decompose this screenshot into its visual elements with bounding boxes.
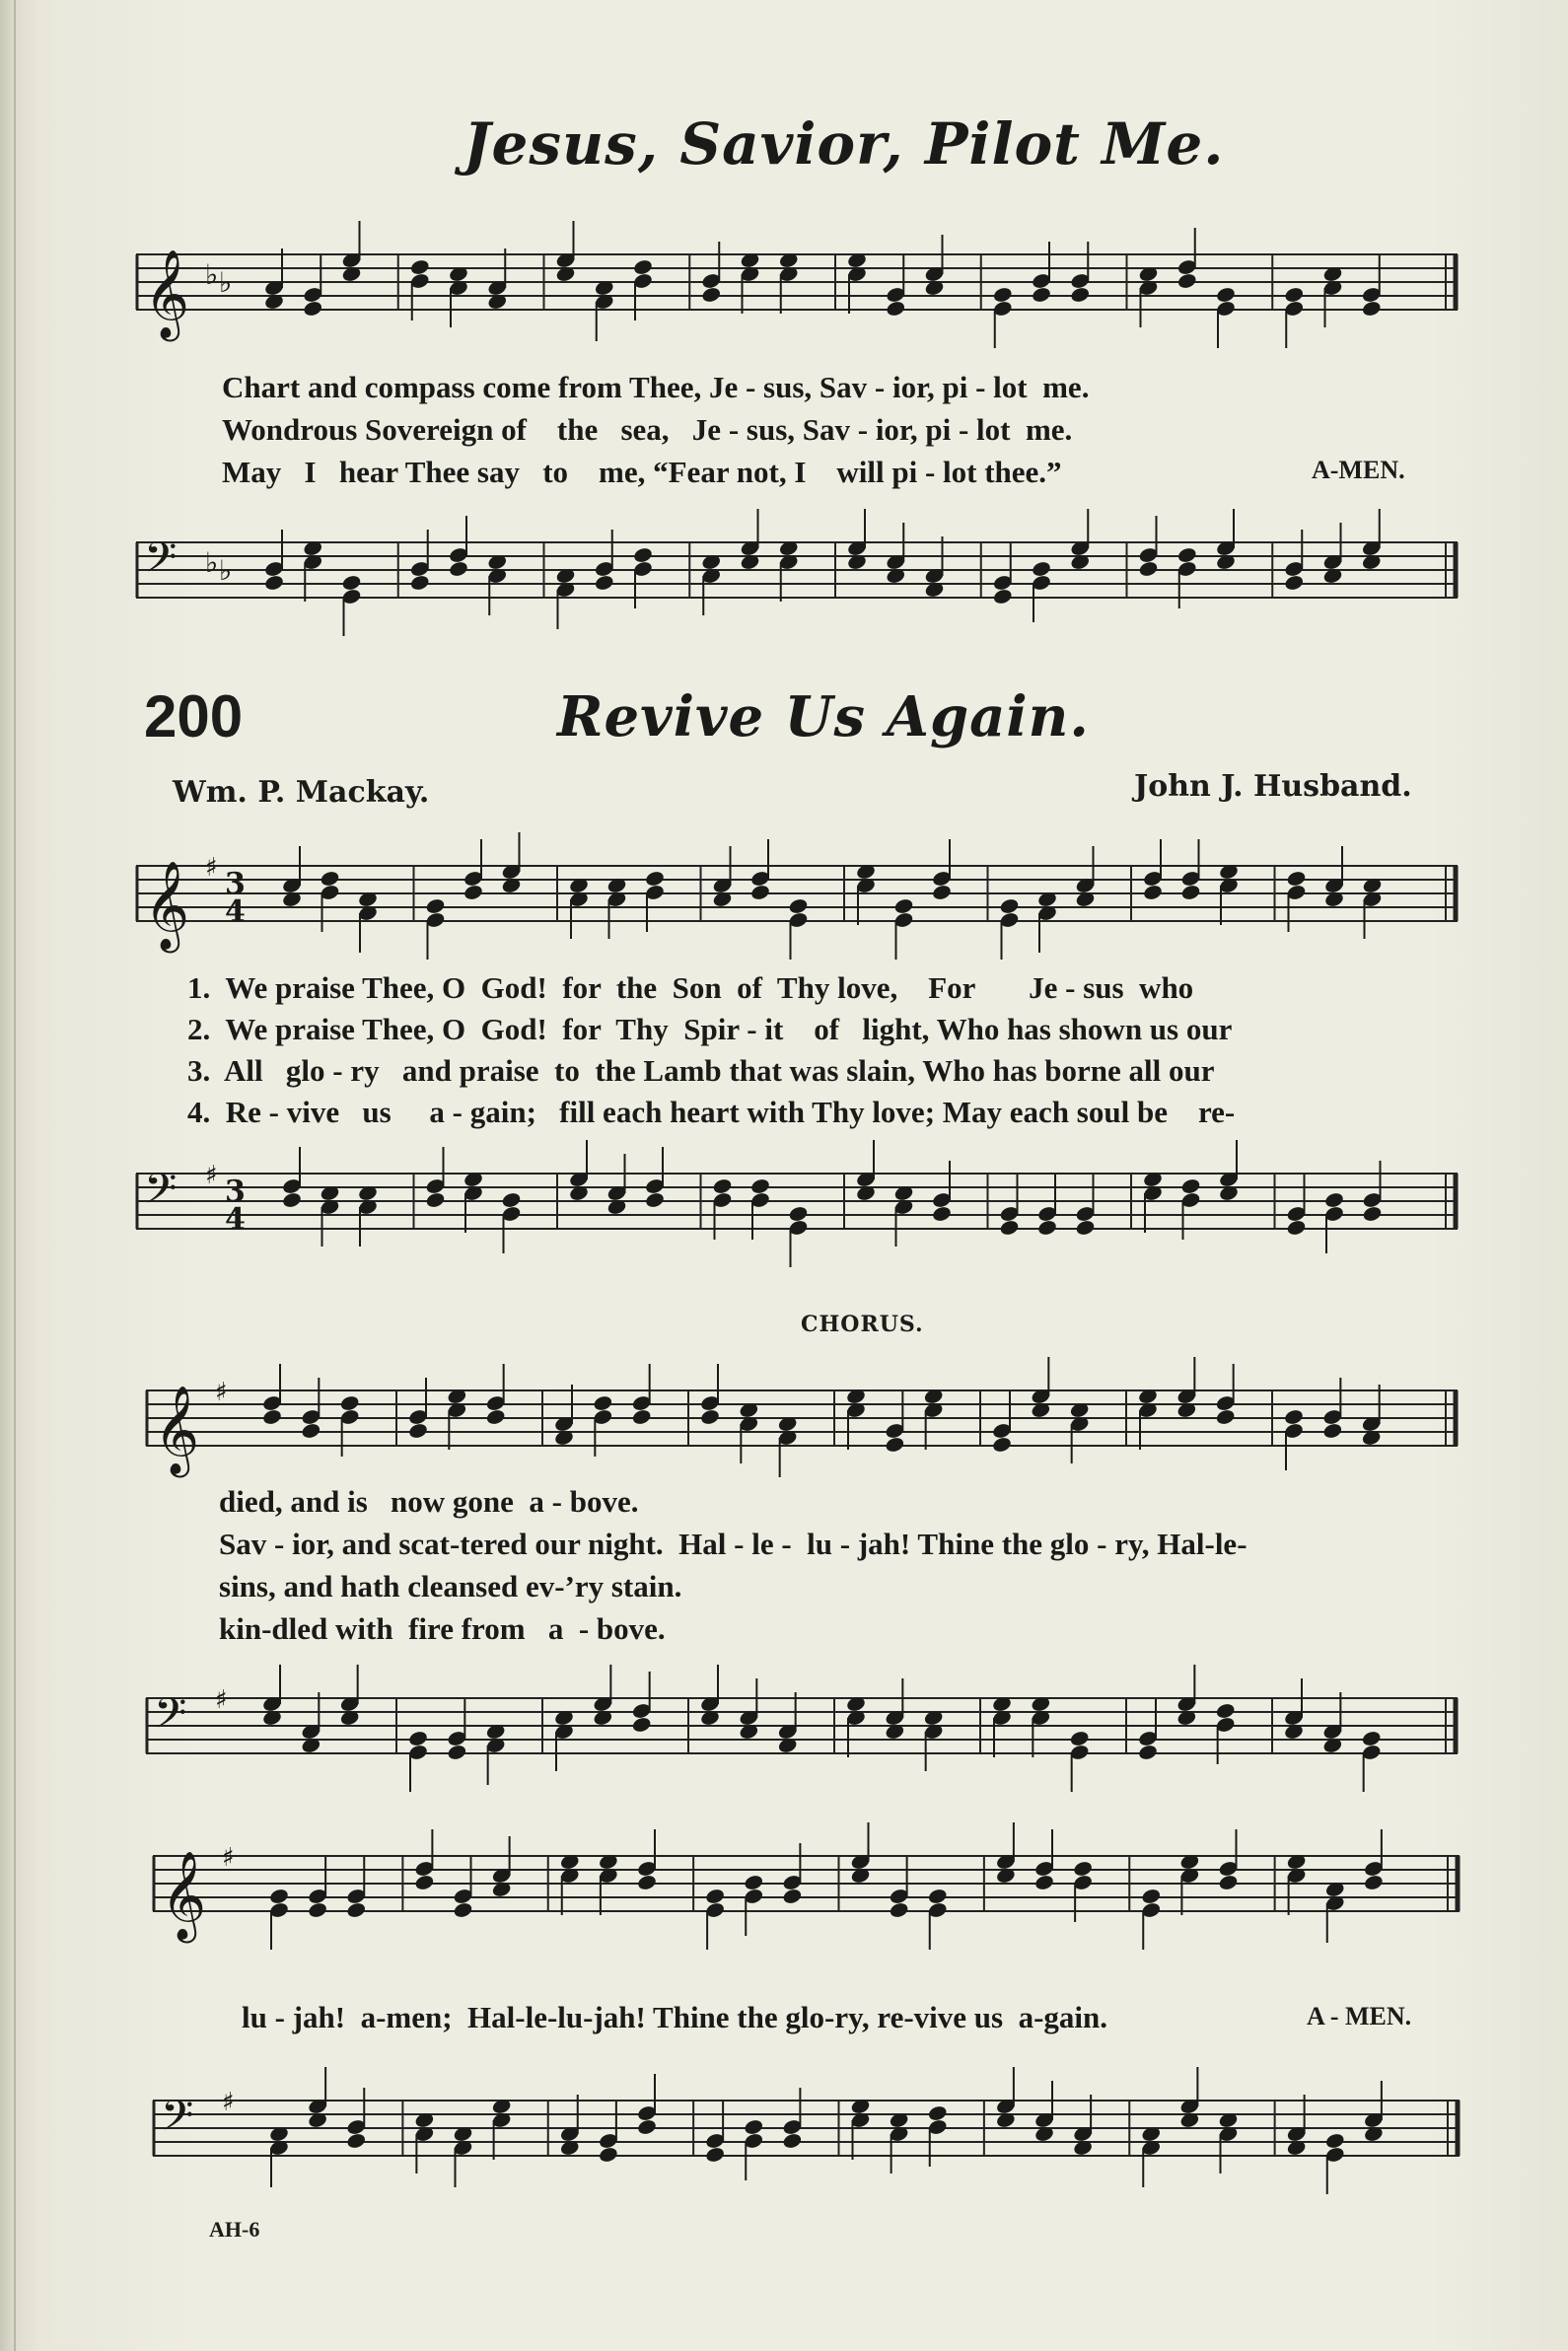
note-head — [991, 1436, 1012, 1454]
final-lyric-line: lu - jah! a-men; Hal-le-lu-jah! Thine the glo-ry, re-vive us a-gain. — [242, 2000, 1108, 2034]
note-head — [425, 1191, 446, 1209]
staff-system-4-treble — [153, 1843, 1460, 1940]
note-head — [1070, 286, 1091, 304]
key-sharp-icon: ♯ — [222, 2088, 235, 2117]
note-head — [999, 897, 1020, 915]
note-head — [409, 574, 430, 592]
note-head — [409, 258, 430, 276]
note-head — [281, 1191, 302, 1209]
key-sharp-icon: ♯ — [215, 1378, 228, 1407]
staff-system-2-bass — [136, 1161, 1458, 1243]
treble-clef-icon: 𝄞 — [161, 1851, 207, 1940]
note-head — [1141, 1888, 1162, 1905]
note-head — [485, 1408, 506, 1426]
note-head — [992, 286, 1013, 304]
note-head — [463, 884, 483, 901]
page-footer-code: AH-6 — [209, 2217, 260, 2242]
note-head — [307, 1901, 327, 1919]
note-head — [346, 1901, 367, 1919]
staff-system-3-bass — [146, 1685, 1458, 1767]
bass-clef-icon: 𝄢 — [161, 2092, 194, 2151]
previous-hymn-lyric-line-1: Chart and compass come from Thee, Je - sus, Sav - ior, pi - lot me. — [222, 370, 1090, 404]
note-head — [931, 884, 952, 901]
key-sharp-icon: ♯ — [222, 1843, 235, 1873]
key-sharp-icon: ♯ — [205, 853, 218, 883]
previous-hymn-amen: A-MEN. — [1312, 456, 1405, 484]
note-head — [301, 1422, 321, 1440]
note-head — [631, 1408, 652, 1426]
note-head — [644, 870, 665, 888]
treble-clef-icon: 𝄞 — [144, 861, 190, 950]
note-head — [701, 286, 722, 304]
note-head — [448, 560, 468, 578]
key-sharp-icon: ♯ — [205, 1161, 218, 1190]
verse-line-1: 1. We praise Thee, O God! for the Son of Thy love, For Je - sus who — [187, 970, 1194, 1005]
note-head — [632, 546, 653, 564]
time-signature-numerator: 3 — [225, 867, 246, 901]
note-head — [414, 1874, 435, 1891]
chorus-line-3: sins, and hath cleansed ev-’ry stain. — [219, 1569, 682, 1603]
hymn-number: 200 — [144, 683, 244, 749]
note-head — [268, 1888, 289, 1905]
staff-system-4-bass — [153, 2088, 1460, 2170]
note-head — [1180, 1177, 1201, 1195]
note-head — [1137, 1744, 1158, 1761]
note-head — [1218, 1874, 1239, 1891]
note-head — [889, 1901, 909, 1919]
chorus-label: CHORUS. — [801, 1312, 924, 1337]
note-head — [636, 1874, 657, 1891]
note-head — [598, 2146, 618, 2164]
note-head — [1283, 1408, 1304, 1426]
note-head — [749, 1177, 770, 1195]
hymn-author: Wm. P. Mackay. — [173, 775, 430, 810]
note-head — [447, 1744, 467, 1761]
chorus-line-4: kin-dled with fire from a - bove. — [219, 1611, 666, 1646]
chorus-line-2: Sav - ior, and scat-tered our night. Hal - le - lu - jah! Thine the glo - ry, Hal-le- — [219, 1527, 1247, 1561]
key-flat-icon: ♭ — [219, 554, 233, 587]
verse-line-4: 4. Re - vive us a - gain; fill each heart with Thy love; May each soul be re- — [187, 1095, 1236, 1129]
note-head — [1075, 1219, 1096, 1237]
note-head — [346, 2132, 367, 2150]
chorus-line-1: died, and is now gone a - bove. — [219, 1484, 639, 1519]
note-head — [744, 2118, 764, 2136]
note-head — [1176, 272, 1197, 290]
note-head — [320, 870, 340, 888]
note-head — [885, 1436, 905, 1454]
note-head — [453, 1901, 473, 1919]
note-head — [1362, 1205, 1383, 1223]
time-signature-denominator: 4 — [225, 894, 246, 929]
staff-system-1-treble — [136, 245, 1458, 338]
note-head — [1033, 1874, 1054, 1891]
time-signature-numerator: 3 — [225, 1175, 246, 1209]
previous-hymn-title: Jesus, Savior, Pilot Me. — [463, 110, 1225, 178]
note-head — [1215, 286, 1236, 304]
treble-clef-icon: 𝄞 — [144, 249, 190, 338]
note-head — [927, 2104, 948, 2122]
key-flat-icon: ♭ — [219, 266, 233, 299]
note-head — [931, 1205, 952, 1223]
note-head — [407, 1422, 428, 1440]
note-head — [1215, 1408, 1236, 1426]
note-head — [704, 2146, 725, 2164]
note-head — [886, 300, 906, 318]
note-head — [339, 1394, 360, 1412]
page-gutter — [14, 0, 16, 2351]
note-head — [594, 574, 614, 592]
note-head — [1284, 286, 1305, 304]
note-head — [593, 1394, 613, 1412]
note-head — [1142, 884, 1163, 901]
bass-clef-icon: 𝄢 — [144, 534, 178, 593]
note-head — [341, 574, 362, 592]
note-head — [1361, 300, 1382, 318]
key-sharp-icon: ♯ — [215, 1685, 228, 1715]
note-head — [1215, 1702, 1236, 1720]
bass-clef-icon: 𝄢 — [154, 1689, 187, 1748]
note-head — [782, 2132, 803, 2150]
note-head — [712, 1177, 733, 1195]
staff-system-2-treble — [136, 853, 1458, 950]
note-head — [1069, 1730, 1090, 1747]
note-head — [999, 1219, 1020, 1237]
note-head — [636, 2118, 657, 2136]
staff-system-3-treble — [146, 1378, 1458, 1474]
note-head — [501, 1191, 522, 1209]
note-head — [644, 1191, 665, 1209]
note-head — [1361, 1730, 1382, 1747]
note-head — [1072, 1860, 1093, 1878]
previous-hymn-lyric-line-3: May I hear Thee say to me, “Fear not, I will pi - lot thee.” — [222, 455, 1062, 489]
hymn-composer: John J. Husband. — [1134, 769, 1412, 804]
time-signature-denominator: 4 — [225, 1202, 246, 1237]
note-head — [1286, 870, 1307, 888]
note-head — [992, 588, 1013, 606]
note-head — [1286, 1219, 1307, 1237]
key-flat-icon: ♭ — [205, 546, 219, 579]
note-head — [1180, 884, 1201, 901]
note-head — [1324, 2132, 1345, 2150]
note-head — [699, 1408, 720, 1426]
key-flat-icon: ♭ — [205, 258, 219, 291]
note-head — [1031, 560, 1051, 578]
note-head — [263, 574, 284, 592]
verse-line-2: 2. We praise Thee, O God! for Thy Spir - it of light, Who has shown us our — [187, 1012, 1233, 1046]
note-head — [788, 1205, 809, 1223]
note-head — [261, 1408, 282, 1426]
staff-system-1-bass — [136, 533, 1458, 611]
bass-clef-icon: 𝄢 — [144, 1165, 178, 1224]
previous-hymn-lyric-line-2: Wondrous Sovereign of the sea, Je - sus, Sav - ior, pi - lot me. — [222, 412, 1073, 447]
treble-clef-icon: 𝄞 — [154, 1386, 200, 1474]
note-head — [632, 258, 653, 276]
note-head — [407, 1730, 428, 1747]
note-head — [1031, 286, 1051, 304]
note-head — [788, 897, 809, 915]
note-head — [1363, 1874, 1384, 1891]
note-head — [303, 300, 323, 318]
note-head — [631, 1716, 652, 1734]
note-head — [1036, 1219, 1057, 1237]
note-head — [893, 897, 914, 915]
verse-line-3: 3. All glo - ry and praise to the Lamb that was slain, Who has borne all our — [187, 1053, 1215, 1088]
note-head — [1323, 1191, 1344, 1209]
note-head — [927, 1888, 948, 1905]
note-head — [1176, 546, 1197, 564]
note-head — [749, 884, 770, 901]
note-head — [1284, 574, 1305, 592]
note-head — [782, 1888, 803, 1905]
hymn-amen: A - MEN. — [1307, 2002, 1412, 2030]
note-head — [704, 1888, 725, 1905]
note-head — [1322, 1422, 1343, 1440]
note-head — [744, 1874, 764, 1891]
note-head — [425, 897, 446, 915]
hymn-title: Revive Us Again. — [557, 684, 1090, 749]
note-head — [1138, 560, 1159, 578]
